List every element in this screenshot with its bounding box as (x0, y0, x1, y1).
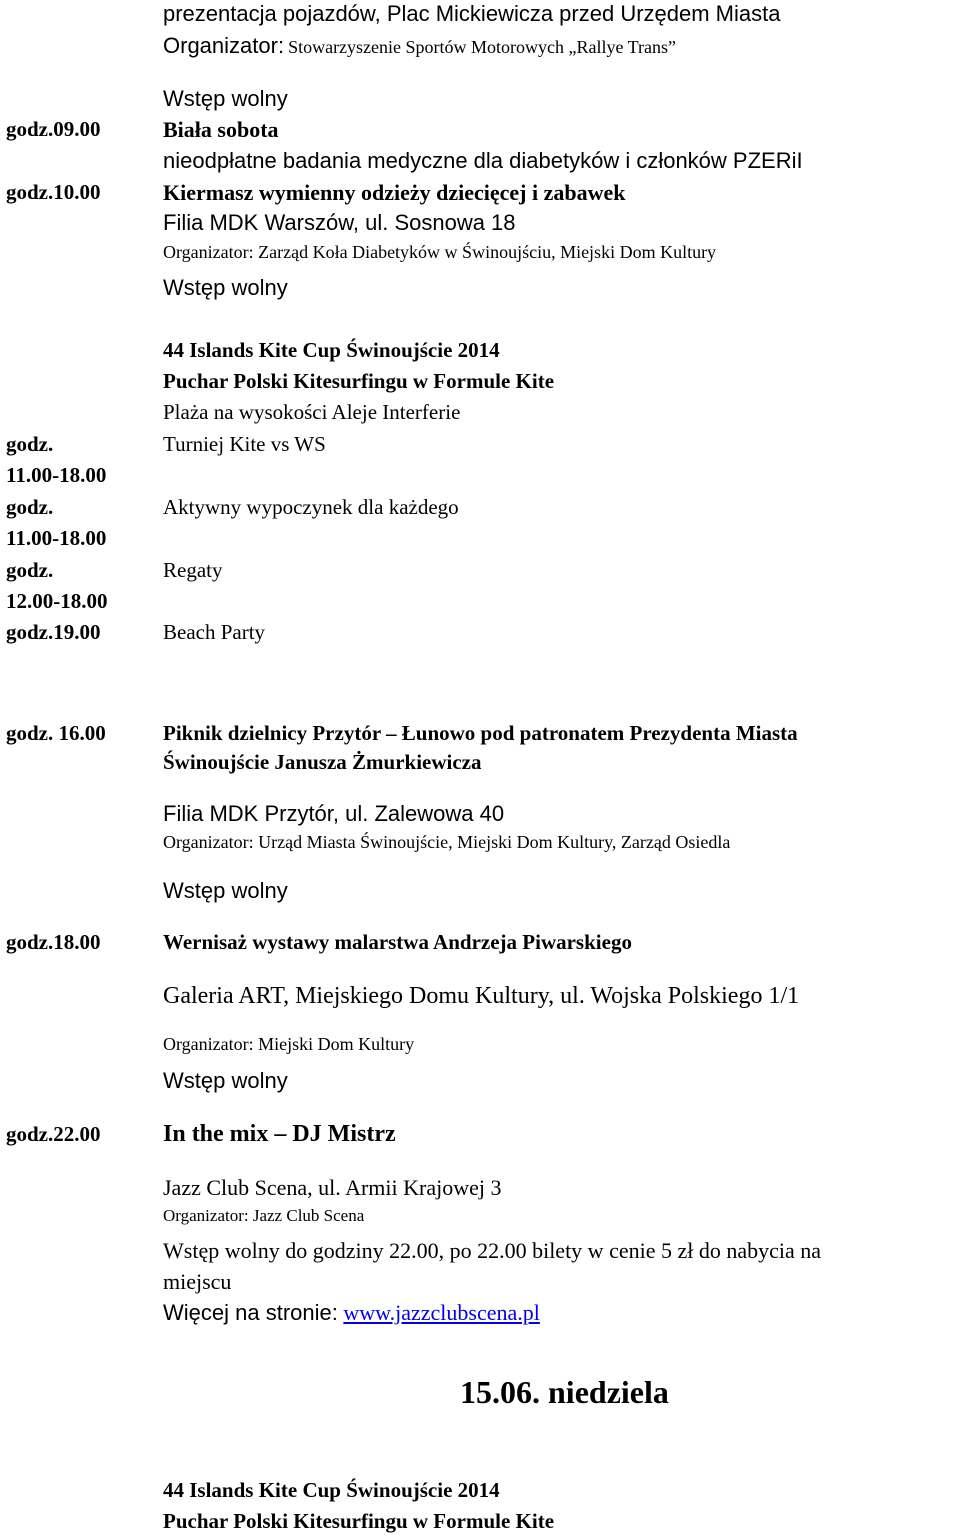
event-c-title-1: 44 Islands Kite Cup Świnoujście 2014 (163, 338, 500, 362)
event-d-title-2: Świnoujście Janusza Żmurkiewicza (163, 750, 482, 774)
event-b-title-1: Biała sobota (163, 117, 279, 142)
event-b-time-2: godz.10.00 (6, 180, 101, 204)
event-a-organizer-value: Stowarzyszenie Sportów Motorowych „Rallye Trans” (288, 37, 677, 57)
event-c-time-range: 11.00-18.00 (6, 526, 107, 550)
event-e-place: Galeria ART, Miejskiego Domu Kultury, ul. Wojska Polskiego 1/1 (163, 983, 800, 1009)
event-c-item: Aktywny wypoczynek dla każdego (163, 495, 459, 519)
event-f-time: godz.22.00 (6, 1122, 101, 1146)
event-f-more-label: Więcej na stronie: (163, 1300, 338, 1325)
event-c-time-label: godz. (6, 432, 54, 456)
event-b-entry: Wstęp wolny (163, 275, 288, 300)
event-b-description: nieodpłatne badania medyczne dla diabetyków i członków PZERiI (163, 148, 803, 173)
event-f-entry-1: Wstęp wolny do godziny 22.00, po 22.00 bilety w cenie 5 zł do nabycia na (163, 1238, 822, 1263)
event-a-location: prezentacja pojazdów, Plac Mickiewicza przed Urzędem Miasta (163, 1, 781, 26)
event-c-time-range: 12.00-18.00 (6, 589, 108, 613)
event-e-time: godz.18.00 (6, 930, 101, 954)
event-b-place: Filia MDK Warszów, ul. Sosnowa 18 (163, 210, 516, 235)
event-g-title-2: Puchar Polski Kitesurfingu w Formule Kite (163, 1509, 555, 1533)
event-c-title-2: Puchar Polski Kitesurfingu w Formule Kite (163, 369, 555, 393)
event-c-time-range: 11.00-18.00 (6, 463, 107, 487)
event-g-title-1: 44 Islands Kite Cup Świnoujście 2014 (163, 1478, 500, 1502)
day-heading: 15.06. niedziela (460, 1374, 669, 1410)
event-d-title-1: Piknik dzielnicy Przytór – Łunowo pod patronatem Prezydenta Miasta (163, 721, 798, 745)
event-f-place: Jazz Club Scena, ul. Armii Krajowej 3 (163, 1175, 502, 1200)
event-d-entry: Wstęp wolny (163, 878, 288, 903)
event-d-organizer: Organizator: Urząd Miasta Świnoujście, Miejski Dom Kultury, Zarząd Osiedla (163, 832, 731, 852)
event-b-time-1: godz.09.00 (6, 117, 101, 141)
event-d-place: Filia MDK Przytór, ul. Zalewowa 40 (163, 801, 505, 826)
event-c-place: Plaża na wysokości Aleje Interferie (163, 400, 461, 424)
jazzclub-website-link[interactable]: www.jazzclubscena.pl (343, 1300, 540, 1325)
event-c-time-single: godz.19.00 (6, 620, 101, 644)
event-c-time-label: godz. (6, 558, 54, 582)
event-a-organizer (163, 35, 676, 57)
event-b-title-2: Kiermasz wymienny odzieży dziecięcej i zabawek (163, 180, 626, 205)
event-b-organizer: Organizator: Zarząd Koła Diabetyków w Świnoujściu, Miejski Dom Kultury (163, 242, 717, 262)
event-a-entry: Wstęp wolny (163, 86, 288, 111)
event-f-title: In the mix – DJ Mistrz (163, 1121, 396, 1147)
event-f-entry-2: miejscu (163, 1269, 232, 1294)
event-f-organizer: Organizator: Jazz Club Scena (163, 1206, 365, 1225)
event-c-item: Turniej Kite vs WS (163, 432, 326, 456)
event-d-time: godz. 16.00 (6, 721, 106, 745)
event-c-item: Beach Party (163, 620, 266, 644)
event-c-time-label: godz. (6, 495, 54, 519)
event-a-organizer-label: Organizator: (163, 33, 285, 58)
event-e-organizer: Organizator: Miejski Dom Kultury (163, 1034, 415, 1054)
event-e-title: Wernisaż wystawy malarstwa Andrzeja Piwarskiego (163, 930, 632, 954)
event-e-entry: Wstęp wolny (163, 1068, 288, 1093)
event-c-item: Regaty (163, 558, 223, 582)
event-f-more (163, 1302, 540, 1324)
